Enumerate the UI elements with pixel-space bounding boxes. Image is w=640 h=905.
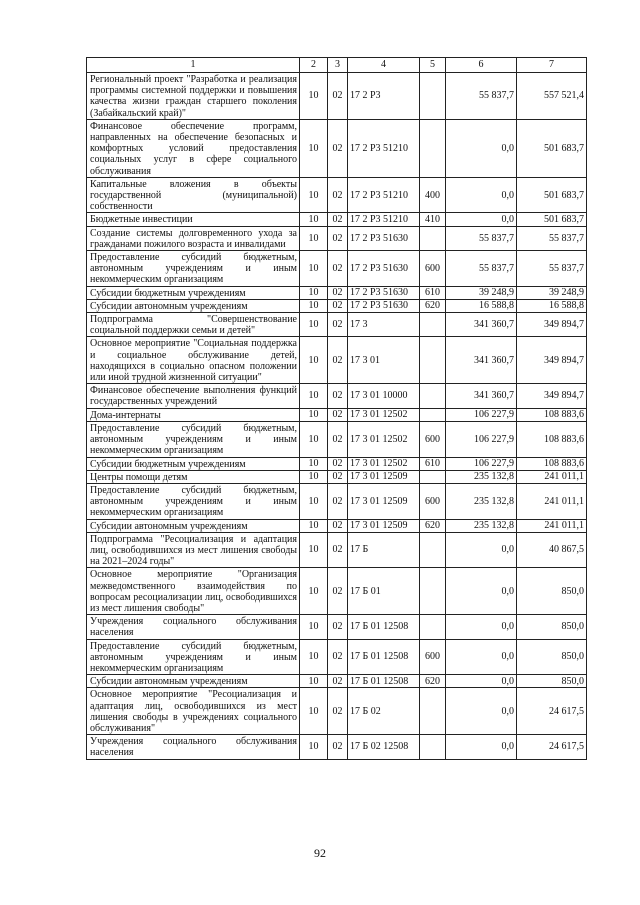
page-number: 92 (314, 846, 326, 860)
expense-type-cell (420, 615, 446, 639)
section-cell: 10 (300, 483, 328, 519)
table-row (87, 675, 587, 688)
item-name-cell: Финансовое обеспечение программ, направленных на обеспечение безопасных и комфортных условий предоставления социальных услуг в сфере социального обслуживания (87, 119, 300, 177)
expense-type-cell (420, 313, 446, 337)
item-name-cell: Подпрограмма "Совершенствование социальной поддержки семьи и детей" (87, 313, 300, 337)
subsection-cell: 02 (328, 457, 348, 470)
table-row (87, 226, 587, 250)
table-row (87, 639, 587, 675)
section-cell: 10 (300, 337, 328, 384)
subsection-cell: 02 (328, 177, 348, 213)
amount-year2-cell: 40 867,5 (517, 532, 587, 568)
section-cell: 10 (300, 615, 328, 639)
subsection-cell: 02 (328, 251, 348, 287)
subsection-cell: 02 (328, 568, 348, 615)
subsection-cell: 02 (328, 286, 348, 299)
target-code-cell: 17 2 Р3 51210 (348, 213, 420, 226)
section-cell: 10 (300, 73, 328, 120)
header-cell: 3 (328, 58, 348, 73)
amount-year1-cell: 235 132,8 (446, 483, 517, 519)
item-name-cell: Учреждения социального обслуживания населения (87, 735, 300, 759)
expense-type-cell (420, 470, 446, 483)
item-name-cell: Создание системы долговременного ухода за гражданами пожилого возраста и инвалидами (87, 226, 300, 250)
subsection-cell: 02 (328, 470, 348, 483)
expense-type-cell: 600 (420, 251, 446, 287)
amount-year1-cell: 39 248,9 (446, 286, 517, 299)
table-body (87, 73, 587, 760)
section-cell: 10 (300, 286, 328, 299)
amount-year2-cell: 24 617,5 (517, 688, 587, 735)
section-cell: 10 (300, 313, 328, 337)
section-cell: 10 (300, 299, 328, 312)
table-row (87, 251, 587, 287)
target-code-cell: 17 Б 01 (348, 568, 420, 615)
item-name-cell: Бюджетные инвестиции (87, 213, 300, 226)
section-cell: 10 (300, 421, 328, 457)
expense-type-cell: 600 (420, 483, 446, 519)
amount-year1-cell: 55 837,7 (446, 251, 517, 287)
expense-type-cell (420, 408, 446, 421)
target-code-cell: 17 Б 01 12508 (348, 639, 420, 675)
amount-year1-cell: 235 132,8 (446, 519, 517, 532)
item-name-cell: Основное мероприятие "Организация межведомственного взаимодействия по вопросам ресоциализации лиц, освободившихся из мест лишения свободы" (87, 568, 300, 615)
table-row (87, 532, 587, 568)
amount-year2-cell: 241 011,1 (517, 519, 587, 532)
table-row (87, 213, 587, 226)
subsection-cell: 02 (328, 519, 348, 532)
amount-year1-cell: 55 837,7 (446, 73, 517, 120)
table-row (87, 384, 587, 408)
subsection-cell: 02 (328, 675, 348, 688)
table-row (87, 470, 587, 483)
amount-year1-cell: 106 227,9 (446, 457, 517, 470)
target-code-cell: 17 3 01 12509 (348, 519, 420, 532)
target-code-cell: 17 2 Р3 51210 (348, 119, 420, 177)
subsection-cell: 02 (328, 735, 348, 759)
header-cell: 5 (420, 58, 446, 73)
item-name-cell: Предоставление субсидий бюджетным, автономным учреждениям и иным некоммерческим организациям (87, 251, 300, 287)
amount-year1-cell: 0,0 (446, 639, 517, 675)
item-name-cell: Предоставление субсидий бюджетным, автономным учреждениям и иным некоммерческим организациям (87, 483, 300, 519)
item-name-cell: Субсидии бюджетным учреждениям (87, 457, 300, 470)
section-cell: 10 (300, 177, 328, 213)
target-code-cell: 17 2 Р3 51630 (348, 299, 420, 312)
amount-year1-cell: 0,0 (446, 675, 517, 688)
amount-year2-cell: 501 683,7 (517, 213, 587, 226)
amount-year2-cell: 850,0 (517, 675, 587, 688)
item-name-cell: Субсидии автономным учреждениям (87, 675, 300, 688)
subsection-cell: 02 (328, 421, 348, 457)
subsection-cell: 02 (328, 532, 348, 568)
expense-type-cell: 410 (420, 213, 446, 226)
section-cell: 10 (300, 532, 328, 568)
table-row (87, 735, 587, 759)
item-name-cell: Субсидии автономным учреждениям (87, 299, 300, 312)
target-code-cell: 17 3 01 12502 (348, 408, 420, 421)
table-row (87, 519, 587, 532)
target-code-cell: 17 3 01 12509 (348, 470, 420, 483)
item-name-cell: Субсидии бюджетным учреждениям (87, 286, 300, 299)
amount-year2-cell: 501 683,7 (517, 177, 587, 213)
target-code-cell: 17 2 Р3 (348, 73, 420, 120)
subsection-cell: 02 (328, 483, 348, 519)
item-name-cell: Учреждения социального обслуживания населения (87, 615, 300, 639)
table-row (87, 286, 587, 299)
section-cell: 10 (300, 213, 328, 226)
header-cell: 4 (348, 58, 420, 73)
section-cell: 10 (300, 735, 328, 759)
table-row (87, 177, 587, 213)
amount-year1-cell: 341 360,7 (446, 313, 517, 337)
amount-year2-cell: 850,0 (517, 639, 587, 675)
section-cell: 10 (300, 519, 328, 532)
amount-year2-cell: 108 883,6 (517, 408, 587, 421)
amount-year2-cell: 108 883,6 (517, 457, 587, 470)
amount-year2-cell: 241 011,1 (517, 470, 587, 483)
amount-year1-cell: 0,0 (446, 615, 517, 639)
item-name-cell: Основное мероприятие "Социальная поддержка и социальное обслуживание детей, находящихся в социально опасном положении или иной трудной жизненной ситуации" (87, 337, 300, 384)
amount-year2-cell: 501 683,7 (517, 119, 587, 177)
amount-year2-cell: 850,0 (517, 615, 587, 639)
expense-type-cell (420, 73, 446, 120)
section-cell: 10 (300, 457, 328, 470)
item-name-cell: Дома-интернаты (87, 408, 300, 421)
item-name-cell: Подпрограмма "Ресоциализация и адаптация лиц, освободившихся из мест лишения свободы на 2021–2024 годы" (87, 532, 300, 568)
expense-type-cell: 620 (420, 299, 446, 312)
amount-year2-cell: 16 588,8 (517, 299, 587, 312)
budget-table (86, 57, 587, 760)
target-code-cell: 17 Б 02 (348, 688, 420, 735)
item-name-cell: Основное мероприятие "Ресоциализация и адаптация лиц, освободившихся из мест лишения свободы в учреждениях социального обслуживания" (87, 688, 300, 735)
target-code-cell: 17 3 01 12502 (348, 421, 420, 457)
header-cell: 1 (87, 58, 300, 73)
amount-year1-cell: 341 360,7 (446, 384, 517, 408)
section-cell: 10 (300, 675, 328, 688)
table-row (87, 615, 587, 639)
subsection-cell: 02 (328, 639, 348, 675)
amount-year1-cell: 235 132,8 (446, 470, 517, 483)
subsection-cell: 02 (328, 408, 348, 421)
expense-type-cell (420, 226, 446, 250)
expense-type-cell: 620 (420, 519, 446, 532)
expense-type-cell (420, 337, 446, 384)
subsection-cell: 02 (328, 313, 348, 337)
subsection-cell: 02 (328, 213, 348, 226)
item-name-cell: Предоставление субсидий бюджетным, автономным учреждениям и иным некоммерческим организациям (87, 639, 300, 675)
table-row (87, 73, 587, 120)
amount-year1-cell: 0,0 (446, 177, 517, 213)
table-row (87, 421, 587, 457)
item-name-cell: Центры помощи детям (87, 470, 300, 483)
target-code-cell: 17 Б (348, 532, 420, 568)
item-name-cell: Региональный проект "Разработка и реализация программы системной поддержки и повышения качества жизни граждан старшего поколения (Забайкальский край)" (87, 73, 300, 120)
target-code-cell: 17 3 (348, 313, 420, 337)
table-row (87, 457, 587, 470)
amount-year2-cell: 241 011,1 (517, 483, 587, 519)
amount-year1-cell: 0,0 (446, 532, 517, 568)
amount-year1-cell: 16 588,8 (446, 299, 517, 312)
header-row (87, 58, 587, 73)
amount-year2-cell: 349 894,7 (517, 337, 587, 384)
table-row (87, 483, 587, 519)
section-cell: 10 (300, 251, 328, 287)
amount-year1-cell: 106 227,9 (446, 421, 517, 457)
expense-type-cell (420, 384, 446, 408)
table-row (87, 337, 587, 384)
target-code-cell: 17 3 01 12509 (348, 483, 420, 519)
section-cell: 10 (300, 470, 328, 483)
expense-type-cell (420, 568, 446, 615)
expense-type-cell: 600 (420, 639, 446, 675)
table-row (87, 299, 587, 312)
table-row (87, 568, 587, 615)
section-cell: 10 (300, 688, 328, 735)
expense-type-cell: 610 (420, 286, 446, 299)
expense-type-cell: 400 (420, 177, 446, 213)
amount-year2-cell: 349 894,7 (517, 384, 587, 408)
expense-type-cell (420, 532, 446, 568)
section-cell: 10 (300, 384, 328, 408)
amount-year2-cell: 55 837,7 (517, 251, 587, 287)
section-cell: 10 (300, 568, 328, 615)
table-row (87, 408, 587, 421)
table-row (87, 119, 587, 177)
table-row (87, 688, 587, 735)
amount-year2-cell: 108 883,6 (517, 421, 587, 457)
subsection-cell: 02 (328, 384, 348, 408)
target-code-cell: 17 2 Р3 51630 (348, 226, 420, 250)
header-cell: 2 (300, 58, 328, 73)
expense-type-cell: 610 (420, 457, 446, 470)
item-name-cell: Субсидии автономным учреждениям (87, 519, 300, 532)
expense-type-cell (420, 688, 446, 735)
amount-year1-cell: 0,0 (446, 568, 517, 615)
amount-year1-cell: 106 227,9 (446, 408, 517, 421)
header-cell: 7 (517, 58, 587, 73)
amount-year2-cell: 557 521,4 (517, 73, 587, 120)
section-cell: 10 (300, 119, 328, 177)
amount-year1-cell: 0,0 (446, 213, 517, 226)
amount-year1-cell: 341 360,7 (446, 337, 517, 384)
expense-type-cell: 600 (420, 421, 446, 457)
amount-year1-cell: 0,0 (446, 688, 517, 735)
amount-year2-cell: 39 248,9 (517, 286, 587, 299)
target-code-cell: 17 Б 01 12508 (348, 675, 420, 688)
item-name-cell: Капитальные вложения в объекты государственной (муниципальной) собственности (87, 177, 300, 213)
expense-type-cell: 620 (420, 675, 446, 688)
amount-year2-cell: 349 894,7 (517, 313, 587, 337)
subsection-cell: 02 (328, 226, 348, 250)
section-cell: 10 (300, 408, 328, 421)
amount-year1-cell: 55 837,7 (446, 226, 517, 250)
target-code-cell: 17 Б 01 12508 (348, 615, 420, 639)
target-code-cell: 17 3 01 (348, 337, 420, 384)
expense-type-cell (420, 119, 446, 177)
subsection-cell: 02 (328, 688, 348, 735)
target-code-cell: 17 2 Р3 51210 (348, 177, 420, 213)
target-code-cell: 17 Б 02 12508 (348, 735, 420, 759)
subsection-cell: 02 (328, 299, 348, 312)
table-row (87, 313, 587, 337)
subsection-cell: 02 (328, 337, 348, 384)
target-code-cell: 17 2 Р3 51630 (348, 286, 420, 299)
section-cell: 10 (300, 639, 328, 675)
item-name-cell: Финансовое обеспечение выполнения функций государственных учреждений (87, 384, 300, 408)
target-code-cell: 17 3 01 12502 (348, 457, 420, 470)
item-name-cell: Предоставление субсидий бюджетным, автономным учреждениям и иным некоммерческим организациям (87, 421, 300, 457)
subsection-cell: 02 (328, 73, 348, 120)
subsection-cell: 02 (328, 119, 348, 177)
target-code-cell: 17 2 Р3 51630 (348, 251, 420, 287)
amount-year1-cell: 0,0 (446, 119, 517, 177)
section-cell: 10 (300, 226, 328, 250)
header-cell: 6 (446, 58, 517, 73)
amount-year1-cell: 0,0 (446, 735, 517, 759)
amount-year2-cell: 850,0 (517, 568, 587, 615)
expense-type-cell (420, 735, 446, 759)
target-code-cell: 17 3 01 10000 (348, 384, 420, 408)
amount-year2-cell: 55 837,7 (517, 226, 587, 250)
subsection-cell: 02 (328, 615, 348, 639)
amount-year2-cell: 24 617,5 (517, 735, 587, 759)
